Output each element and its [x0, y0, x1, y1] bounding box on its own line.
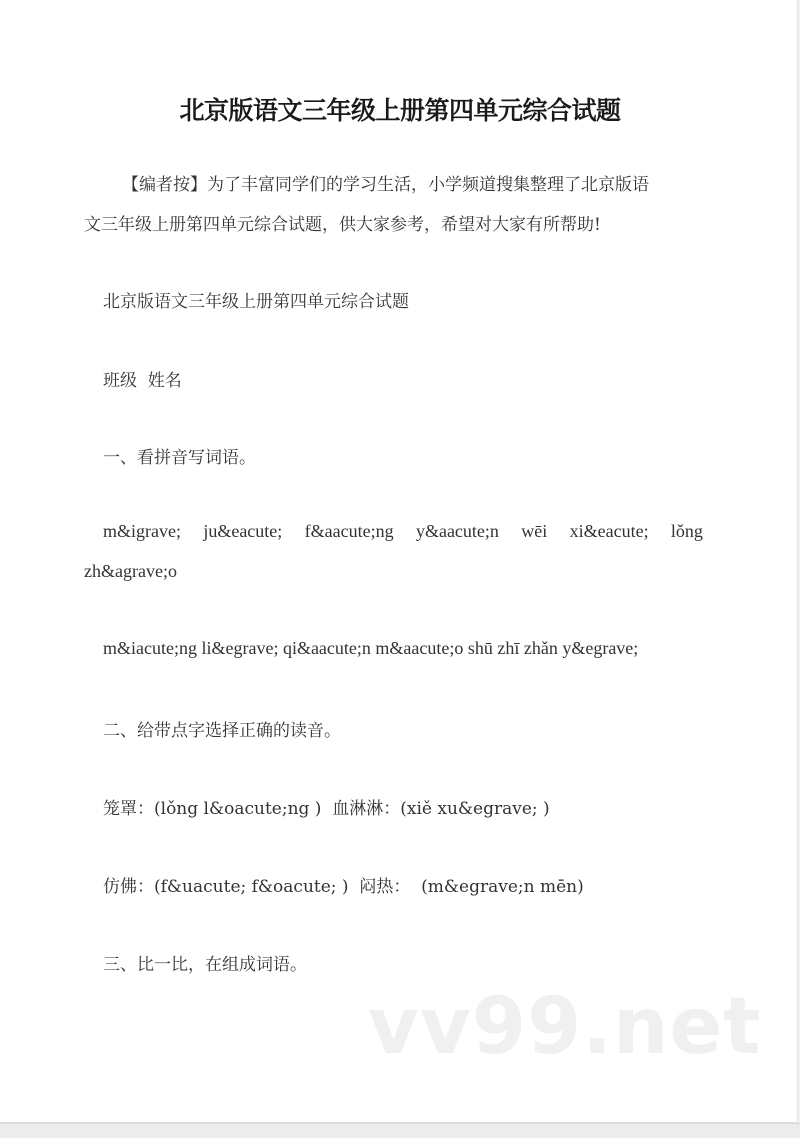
section2-item-row-2: 仿佛：(f&uacute; f&oacute; ) 闷热： (m&egrave;n mēn) — [103, 877, 584, 897]
pinyin-word: ju&eacute; — [203, 521, 283, 541]
pinyin-word: m&igrave; — [103, 521, 181, 541]
pinyin-row-1 — [103, 521, 703, 542]
page-edge-bottom — [0, 1123, 800, 1138]
section2-item-row-1: 笼罩：(lǒng l&oacute;ng ) 血淋淋：(xiě xu&egrave; ) — [103, 799, 550, 819]
pinyin-word: xi&eacute; — [569, 521, 649, 541]
pinyin-row-1-wrap: zh&agrave;o — [84, 561, 177, 581]
pinyin-word: lǒng — [670, 521, 703, 541]
section1-heading: 一、看拼音写词语。 — [103, 448, 256, 468]
pinyin-word: f&aacute;ng — [304, 521, 394, 541]
section3-heading: 三、比一比，在组成词语。 — [103, 955, 307, 975]
intro-line-2: 文三年级上册第四单元综合试题，供大家参考，希望对大家有所帮助! — [84, 215, 601, 235]
section2-heading: 二、给带点字选择正确的读音。 — [103, 721, 341, 741]
subtitle: 北京版语文三年级上册第四单元综合试题 — [103, 292, 409, 312]
pinyin-word: y&aacute;n — [415, 521, 499, 541]
document-title: 北京版语文三年级上册第四单元综合试题 — [179, 96, 621, 125]
pinyin-word: wēi — [521, 521, 548, 541]
intro-line-1: 【编者按】为了丰富同学们的学习生活，小学频道搜集整理了北京版语 — [122, 175, 649, 195]
pinyin-row-2: m&iacute;ng li&egrave; qi&aacute;n m&aacute;o shū zhī zhǎn y&egrave; — [103, 638, 639, 658]
watermark: vv99.net — [368, 982, 762, 1072]
class-name-line: 班级 姓名 — [103, 371, 182, 391]
